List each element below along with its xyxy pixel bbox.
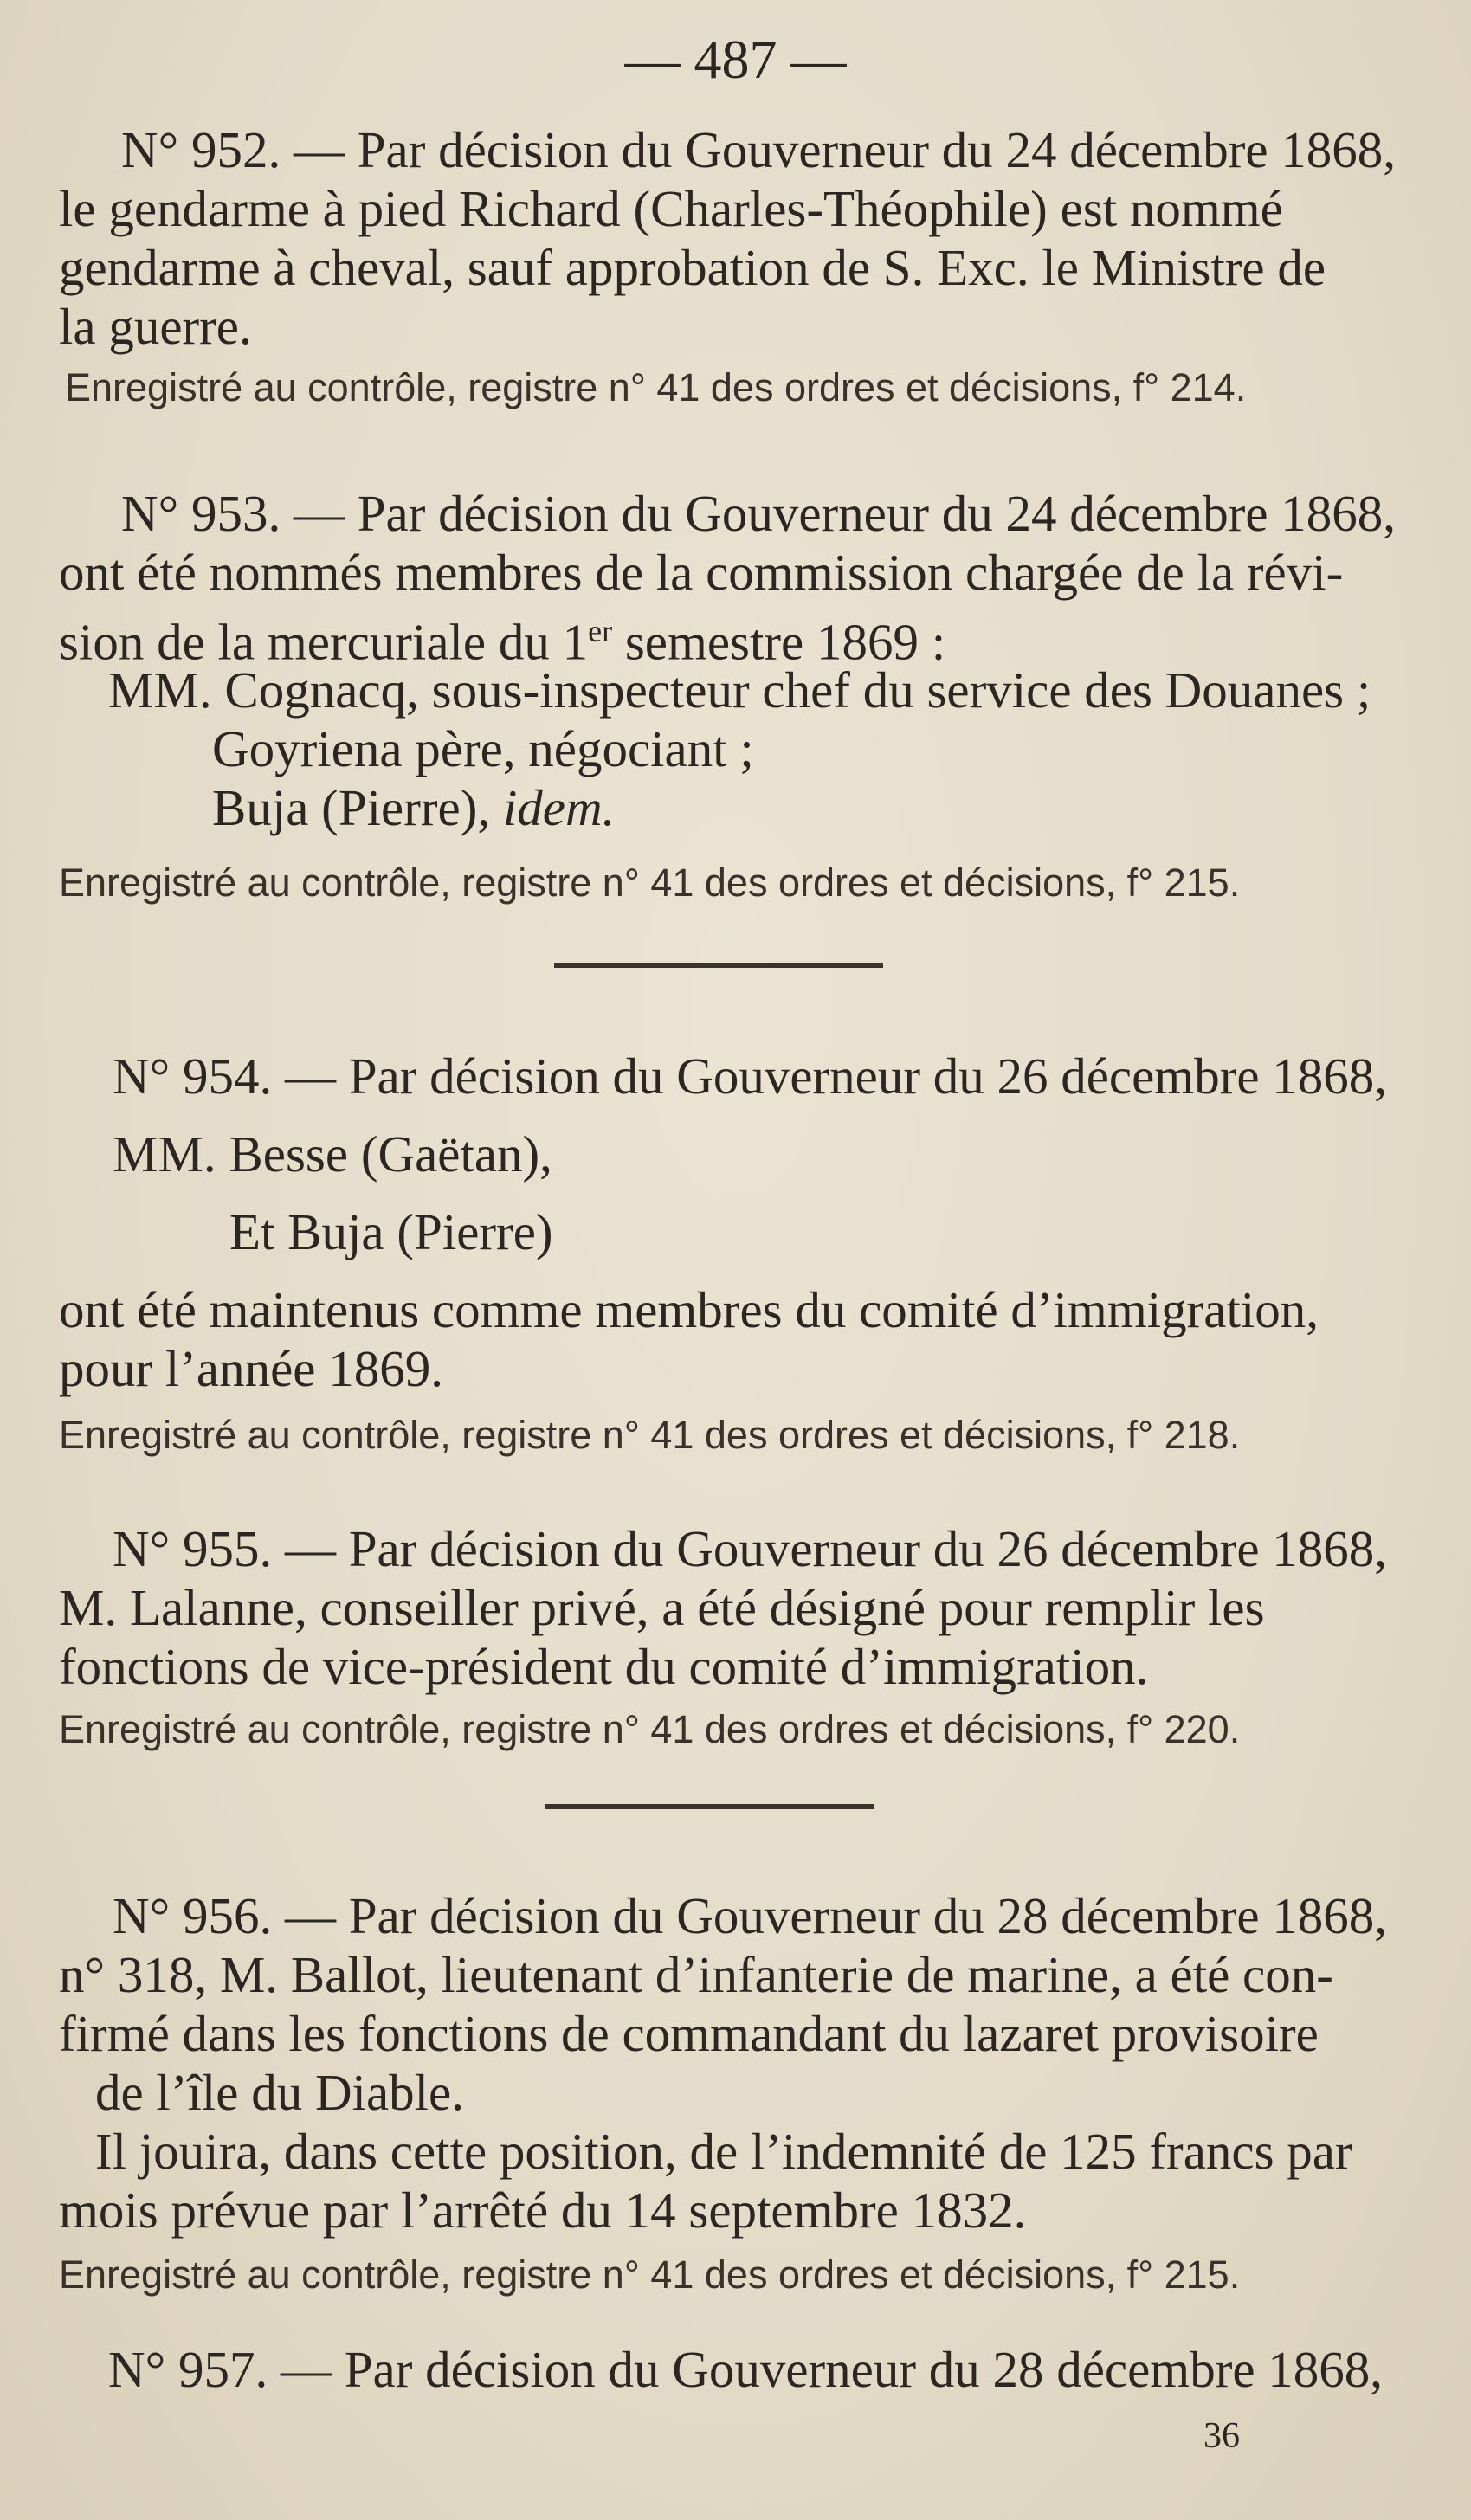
entry-954-registration: Enregistré au contrôle, registre n° 41 des ordres et décisions, f° 218. — [59, 1413, 1241, 1457]
entry-955-line-1: N° 955. — Par décision du Gouverneur du 26 décembre 1868, — [113, 1520, 1388, 1577]
entry-953-line-3-text: sion de la mercuriale du 1 — [59, 613, 589, 671]
entry-953-line-6-text: Buja (Pierre), — [212, 779, 503, 836]
entry-956-line-6: mois prévue par l’arrêté du 14 septembre 1832. — [59, 2182, 1027, 2239]
entry-953-line-3 — [59, 603, 945, 671]
section-divider-2 — [545, 1804, 874, 1809]
entry-953-line-5: Goyriena père, négociant ; — [212, 720, 754, 777]
entry-957-line-1: N° 957. — Par décision du Gouverneur du 28 décembre 1868, — [108, 2341, 1384, 2398]
entry-955-registration: Enregistré au contrôle, registre n° 41 des ordres et décisions, f° 220. — [59, 1707, 1241, 1751]
signature-mark: 36 — [1203, 2416, 1240, 2456]
entry-954-line-2: MM. Besse (Gaëtan), — [113, 1125, 552, 1183]
section-divider — [554, 963, 883, 968]
entry-953-registration: Enregistré au contrôle, registre n° 41 des ordres et décisions, f° 215. — [59, 860, 1241, 905]
page-number: — 487 — — [624, 29, 847, 90]
entry-954-line-3: Et Buja (Pierre) — [229, 1203, 553, 1260]
entry-956-line-4: de l’île du Diable. — [95, 2064, 464, 2121]
entry-956-registration: Enregistré au contrôle, registre n° 41 des ordres et décisions, f° 215. — [59, 2253, 1241, 2297]
entry-956-line-1: N° 956. — Par décision du Gouverneur du 28 décembre 1868, — [113, 1887, 1388, 1944]
entry-952-line-4: la guerre. — [59, 298, 252, 355]
entry-953-ordinal: er — [588, 614, 613, 648]
entry-955-line-3: fonctions de vice-président du comité d’immigration. — [59, 1638, 1149, 1695]
entry-952-line-1: N° 952. — Par décision du Gouverneur du 24 décembre 1868, — [121, 121, 1397, 178]
entry-955-line-2: M. Lalanne, conseiller privé, a été désigné pour remplir les — [59, 1579, 1265, 1636]
entry-953-line-4: MM. Cognacq, sous-inspecteur chef du service des Douanes ; — [108, 661, 1371, 719]
entry-953-line-2: ont été nommés membres de la commission chargée de la révi- — [59, 544, 1344, 601]
entry-953-line-6-idem: idem. — [502, 779, 616, 836]
entry-952-registration: Enregistré au contrôle, registre n° 41 des ordres et décisions, f° 214. — [65, 365, 1247, 409]
entry-952-line-3: gendarme à cheval, sauf approbation de S. Exc. le Ministre de — [59, 239, 1326, 296]
entry-953-line-6 — [212, 779, 615, 836]
entry-954-line-1: N° 954. — Par décision du Gouverneur du 26 décembre 1868, — [113, 1047, 1388, 1105]
entry-953-line-3-rest: semestre 1869 : — [612, 613, 946, 671]
entry-954-line-4: ont été maintenus comme membres du comité d’immigration, — [59, 1281, 1319, 1338]
entry-953-line-1: N° 953. — Par décision du Gouverneur du 24 décembre 1868, — [121, 485, 1397, 542]
entry-956-line-5: Il jouira, dans cette position, de l’indemnité de 125 francs par — [95, 2123, 1352, 2180]
entry-956-line-2: n° 318, M. Ballot, lieutenant d’infanterie de marine, a été con- — [59, 1946, 1333, 2003]
entry-952-line-2: le gendarme à pied Richard (Charles-Théophile) est nommé — [59, 180, 1283, 237]
entry-956-line-3: firmé dans les fonctions de commandant du lazaret provisoire — [59, 2005, 1319, 2062]
entry-954-line-5: pour l’année 1869. — [59, 1340, 443, 1397]
